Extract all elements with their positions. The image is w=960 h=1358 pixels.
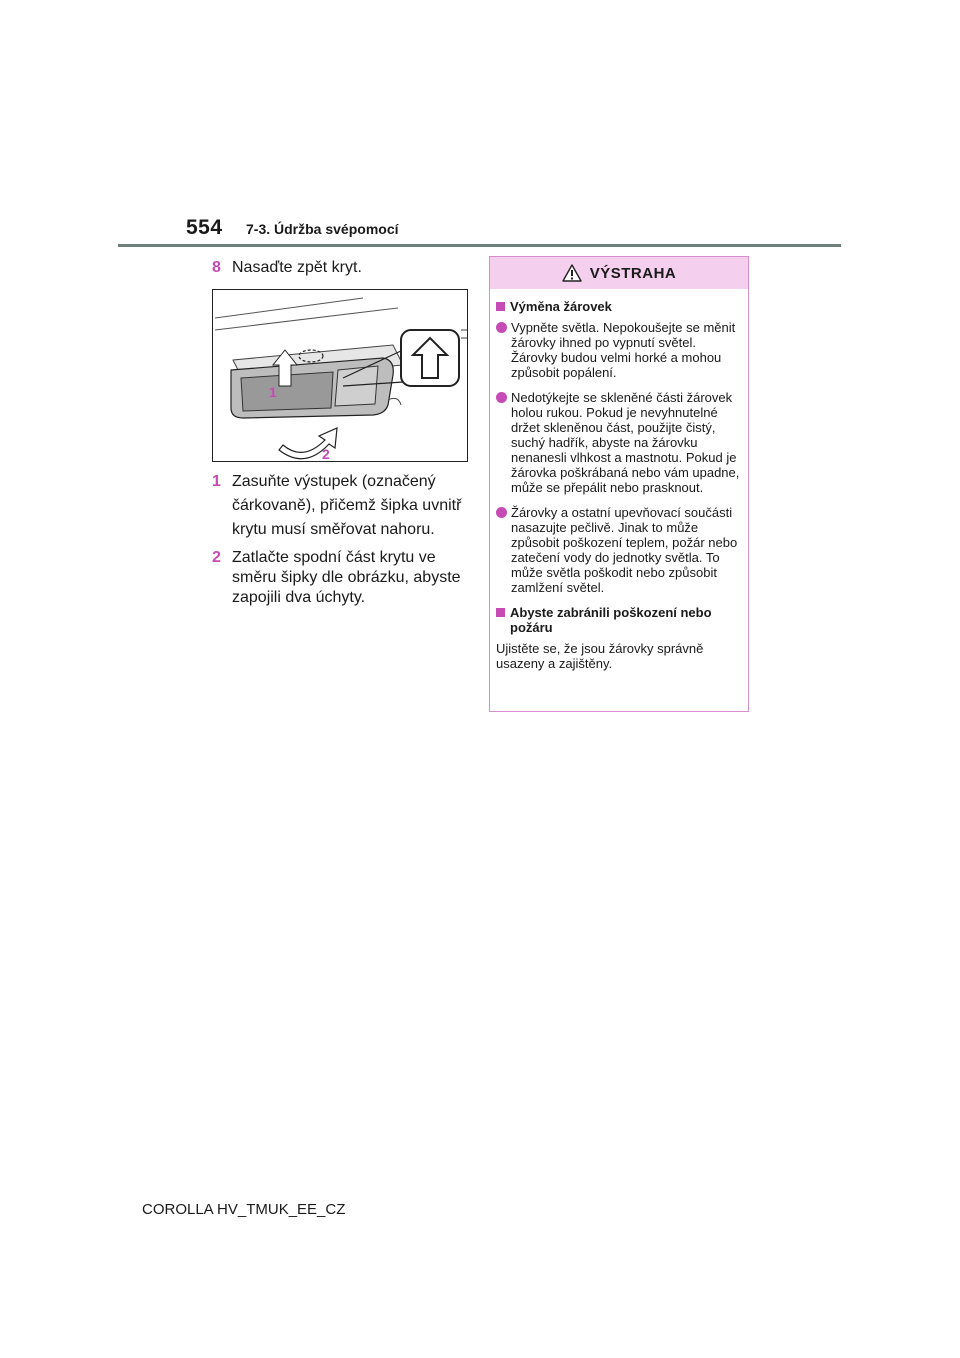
warning-paragraph: Ujistěte se, že jsou žárovky správně usazeny a zajištěny. xyxy=(496,641,704,671)
warning-body xyxy=(490,289,748,671)
figure-label-1: 1 xyxy=(269,384,277,400)
warning-section-heading: Abyste zabránili poškození nebo požáru xyxy=(496,605,742,635)
sub-step xyxy=(212,470,470,542)
circle-bullet-icon xyxy=(496,392,507,403)
lamp-cover-drawing xyxy=(213,290,468,462)
header-divider xyxy=(118,244,841,247)
circle-bullet-icon xyxy=(496,507,507,518)
step-8 xyxy=(212,256,470,279)
sub-step xyxy=(212,548,470,608)
warning-bullet: Nedotýkejte se skleněné části žárovek holou rukou. Pokud je nevyhnutelné držet skleněnou část, použijte čistý, suchý hadřík, abyste na žárovku nenanesli vlhkost a mastnotu. Pokud je žárovka poškrábaná nebo vám upadne, může se přepálit nebo prasknout. xyxy=(496,390,742,495)
warning-bullet: Žárovky a ostatní upevňovací součásti nasazujte pečlivě. Jinak to může způsobit poškození teplem, požár nebo zatečení vody do jednotky světla. To může světla poškodit nebo způsobit zamlžení světel. xyxy=(496,505,742,595)
step-text: Nasaďte zpět kryt. xyxy=(232,259,362,276)
page-header xyxy=(186,214,846,246)
circle-bullet-icon xyxy=(496,322,507,333)
footer-code: COROLLA HV_TMUK_EE_CZ xyxy=(142,1201,346,1218)
sub-steps xyxy=(212,470,470,614)
warning-title: VÝSTRAHA xyxy=(589,264,677,282)
square-bullet-icon xyxy=(496,302,505,311)
warning-bullet: Vypněte světla. Nepokoušejte se měnit žárovky ihned po vypnutí světel. Žárovky budou velmi horké a mohou způsobit popálení. xyxy=(496,320,742,380)
warning-box xyxy=(489,256,749,712)
warning-header xyxy=(490,257,748,289)
section-title: 7-3. Údržba svépomocí xyxy=(246,221,399,237)
figure-label-2: 2 xyxy=(322,446,330,462)
sub-step-text: Zasuňte výstupek (označený čárkovaně), přičemž šipka uvnitř krytu musí směřovat nahoru. xyxy=(232,473,462,538)
step-number: 8 xyxy=(212,259,221,276)
page-number: 554 xyxy=(186,216,223,239)
sub-step-number: 2 xyxy=(212,549,221,566)
square-bullet-icon xyxy=(496,608,505,617)
cover-illustration xyxy=(212,289,468,462)
warning-triangle-icon xyxy=(562,264,582,282)
sub-step-number: 1 xyxy=(212,473,221,490)
sub-step-text: Zatlačte spodní část krytu ve směru šipky dle obrázku, abyste zapojili dva úchyty. xyxy=(232,549,461,606)
warning-section-heading: Výměna žárovek xyxy=(496,299,742,314)
